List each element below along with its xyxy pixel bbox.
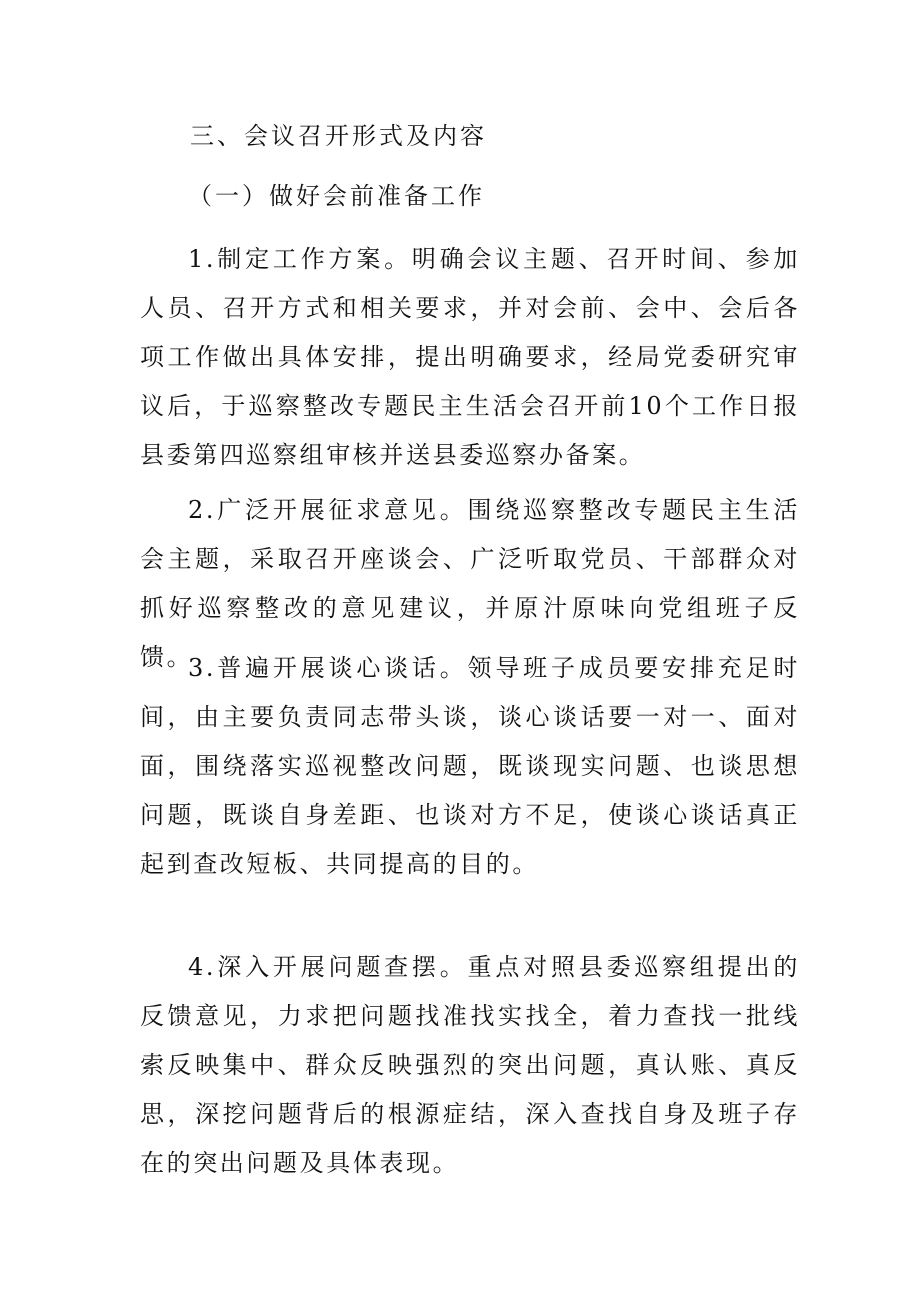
paragraph-problem-identification: 4.深入开展问题查摆。重点对照县委巡察组提出的反馈意见，力求把问题找准找实找全，着力查找一批线索反映集中、群众反映强烈的突出问题，真认账、真反思，深挖问题背后的根源症结，深入查找自身及班子存在的突出问题及具体表现。 <box>140 953 800 1177</box>
paragraph-work-plan: 1.制定工作方案。明确会议主题、召开时间、参加人员、召开方式和相关要求，并对会前、会中、会后各项工作做出具体安排，提出明确要求，经局党委研究审议后，于巡察整改专题民主生活会召开前10个工作日报县委第四巡察组审核并送县委巡察办备案。 <box>140 245 800 469</box>
section-heading: 三、会议召开形式及内容 <box>190 122 487 150</box>
paragraph-heart-to-heart-talks: 3.普遍开展谈心谈话。领导班子成员要安排充足时间，由主要负责同志带头谈，谈心谈话要一对一、面对面，围绕落实巡视整改问题，既谈现实问题、也谈思想问题，既谈自身差距、也谈对方不足，使谈心谈话真正起到查改短板、共同提高的目的。 <box>140 654 800 878</box>
paragraph-solicit-opinions: 2.广泛开展征求意见。围绕巡察整改专题民主生活会主题，采取召开座谈会、广泛听取党员、干部群众对抓好巡察整改的意见建议，并原汁原味向党组班子反馈。 <box>140 496 800 671</box>
subsection-heading: （一）做好会前准备工作 <box>188 182 485 210</box>
